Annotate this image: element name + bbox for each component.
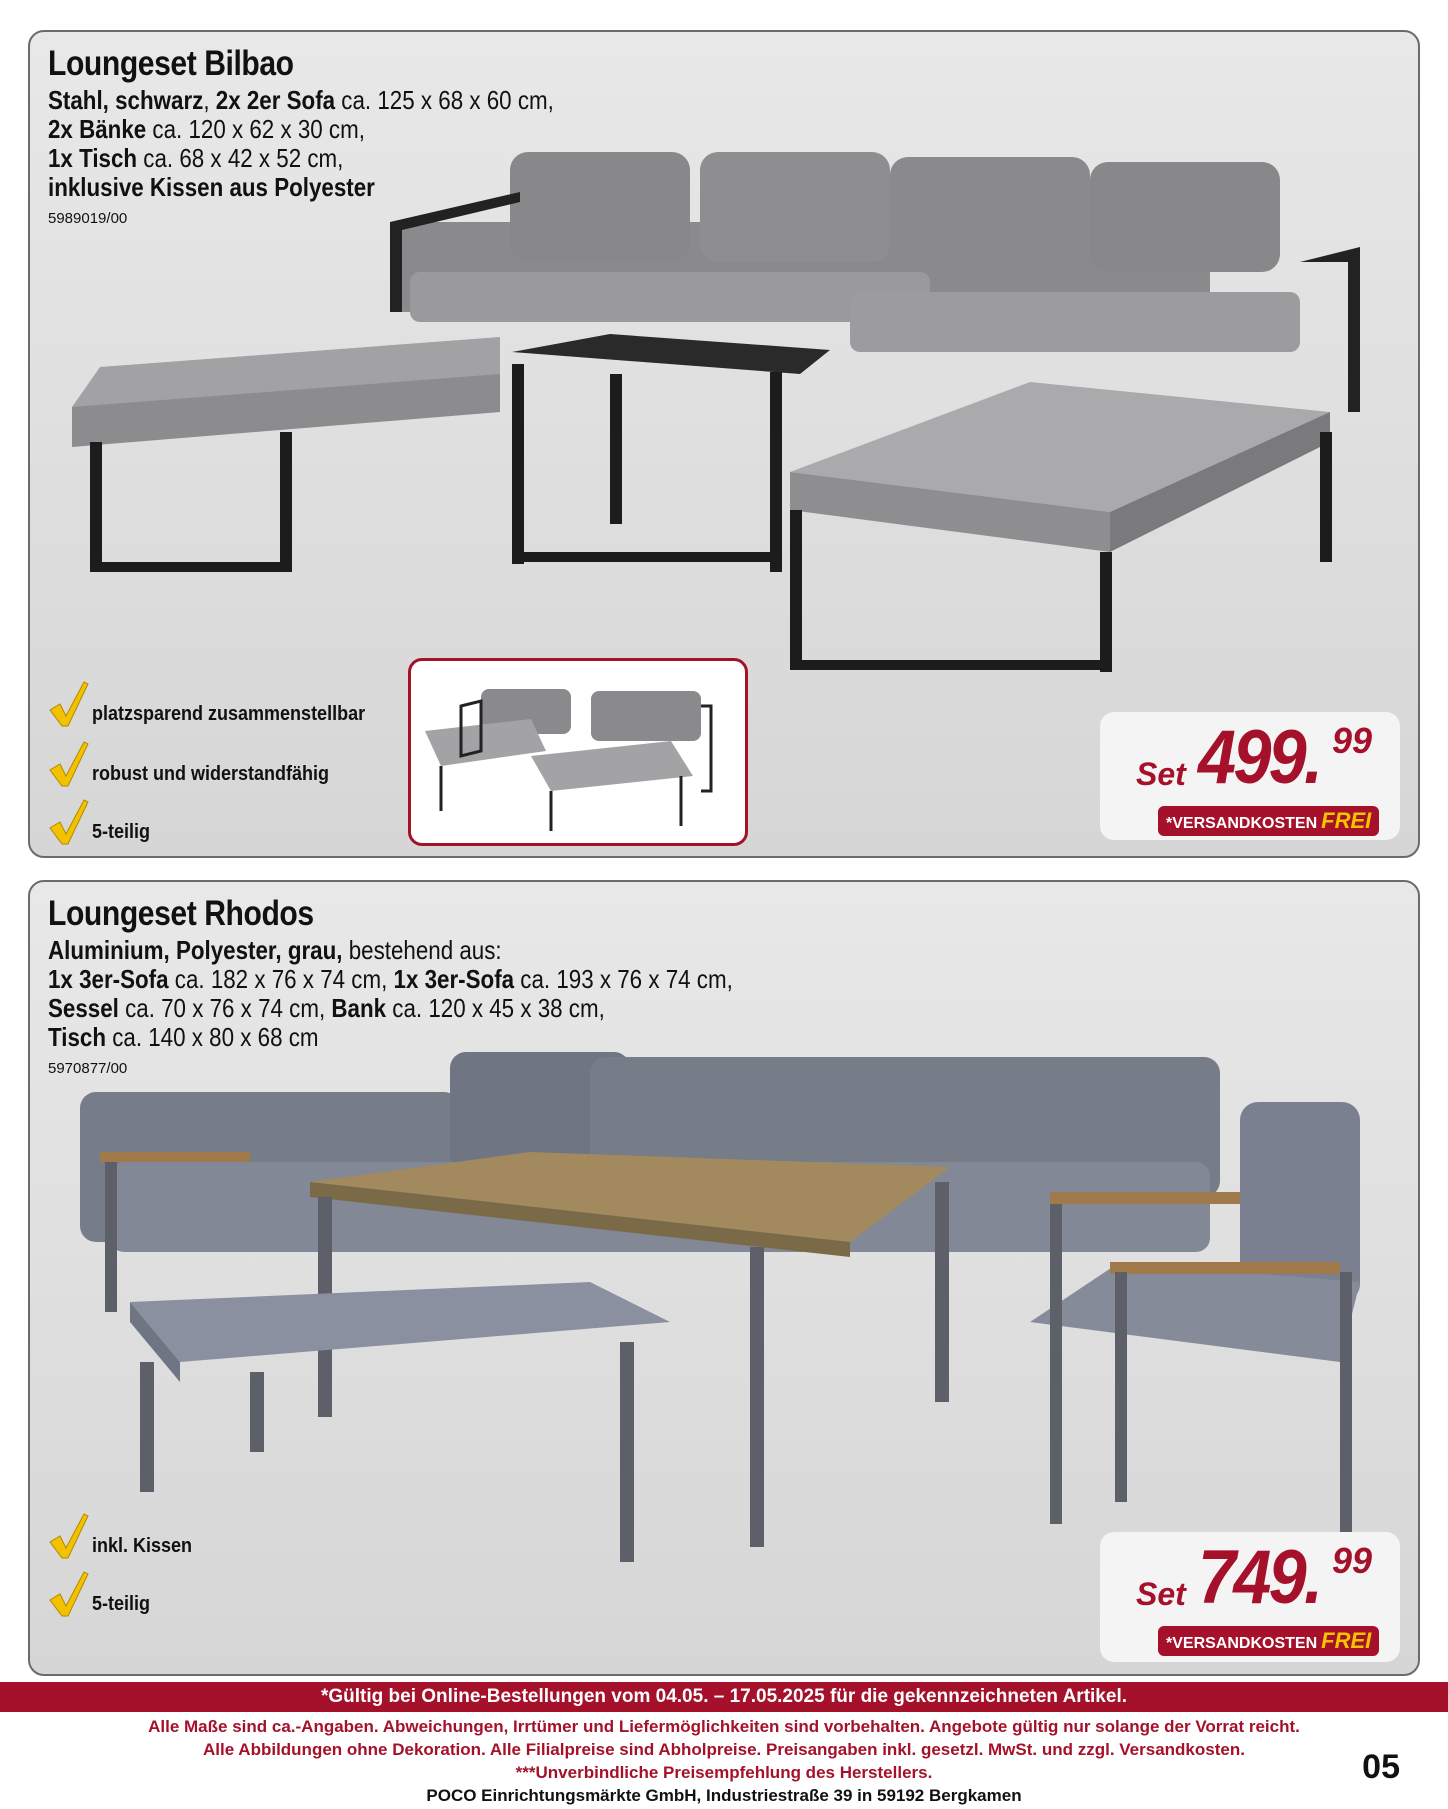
- spec-line: 1x 3er-Sofa ca. 182 x 76 x 74 cm, 1x 3er-Sofa ca. 193 x 76 x 74 cm,: [48, 964, 733, 994]
- legal-text: ***Unverbindliche Preisempfehlung des Herstellers.: [515, 1763, 933, 1782]
- page-number: 05: [1362, 1748, 1400, 1786]
- offer-panel-rhodos: [28, 880, 1420, 1676]
- company-address: POCO Einrichtungsmärkte GmbH, Industriestraße 39 in 59192 Bergkamen: [426, 1786, 1022, 1805]
- shipping-badge: *VERSANDKOSTEN FREI: [1158, 1626, 1379, 1656]
- inset-product-image: [411, 661, 745, 843]
- feature-item: platzsparend zusammenstellbar: [46, 680, 395, 728]
- legal-text: Alle Abbildungen ohne Dekoration. Alle Filialpreise sind Abholpreise. Preisangaben inkl. gesetzl. MwSt. und zzgl. Versandkosten.: [203, 1740, 1245, 1759]
- price-main: 499.: [1198, 715, 1321, 800]
- price-main: 749.: [1198, 1535, 1321, 1620]
- checkmark-icon: [46, 798, 90, 846]
- feature-item: inkl. Kissen: [46, 1512, 203, 1560]
- inset-image-frame: [408, 658, 748, 846]
- spec-line: Stahl, schwarz, 2x 2er Sofa ca. 125 x 68 x 60 cm,: [48, 85, 554, 115]
- shipping-badge: *VERSANDKOSTEN FREI: [1158, 806, 1379, 836]
- spec-line: 1x Tisch ca. 68 x 42 x 52 cm,: [48, 143, 344, 173]
- spec-line: Sessel ca. 70 x 76 x 74 cm, Bank ca. 120 x 45 x 38 cm,: [48, 993, 605, 1023]
- checkmark-icon: [46, 1570, 90, 1618]
- article-number: 5970877/00: [48, 1060, 128, 1077]
- feature-item: robust und widerstandfähig: [46, 740, 355, 788]
- price-cents: 99: [1332, 720, 1373, 761]
- spec-line: Aluminium, Polyester, grau, bestehend aus:: [48, 935, 502, 965]
- validity-bar: *Gültig bei Online-Bestellungen vom 04.05. – 17.05.2025 für die gekennzeichneten Artikel.: [0, 1682, 1448, 1712]
- product-title: Loungeset Bilbao: [48, 44, 294, 83]
- price-prefix: Set: [1136, 1576, 1186, 1612]
- feature-item: 5-teilig: [46, 1570, 156, 1618]
- checkmark-icon: [46, 1512, 90, 1560]
- article-number: 5989019/00: [48, 210, 128, 227]
- price-box: [1100, 1532, 1400, 1662]
- price-box: [1100, 712, 1400, 840]
- product-title: Loungeset Rhodos: [48, 894, 314, 933]
- checkmark-icon: [46, 680, 90, 728]
- price-cents: 99: [1332, 1540, 1373, 1581]
- spec-line: inklusive Kissen aus Polyester: [48, 172, 375, 202]
- offer-panel-bilbao: [28, 30, 1420, 858]
- spec-line: Tisch ca. 140 x 80 x 68 cm: [48, 1022, 319, 1052]
- spec-line: 2x Bänke ca. 120 x 62 x 30 cm,: [48, 114, 365, 144]
- feature-item: 5-teilig: [46, 798, 156, 846]
- price-prefix: Set: [1136, 756, 1186, 792]
- legal-text: Alle Maße sind ca.-Angaben. Abweichungen, Irrtümer und Liefermöglichkeiten sind vorbehalten. Angebote gültig nur solange der Vorrat reicht.: [148, 1717, 1300, 1736]
- checkmark-icon: [46, 740, 90, 788]
